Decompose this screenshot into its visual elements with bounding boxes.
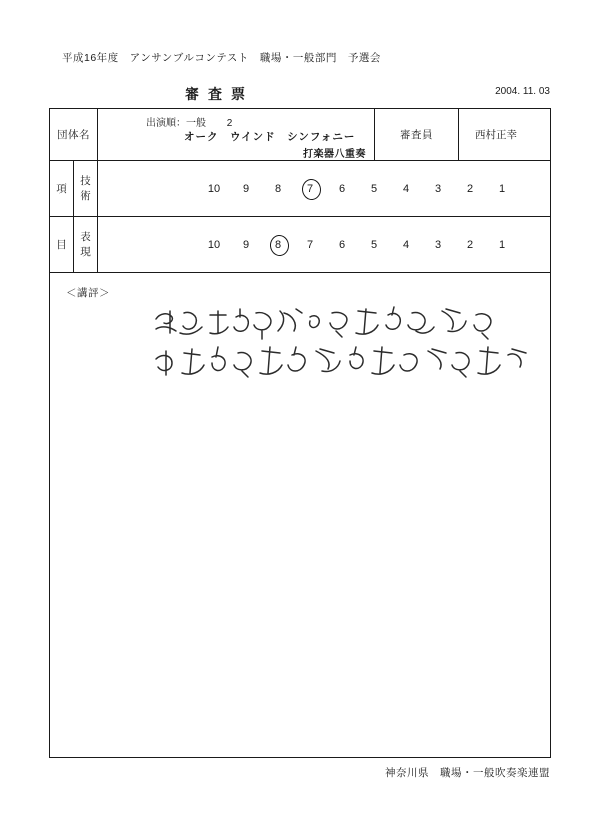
ensemble-type-value: 打楽器八重奏 [303, 149, 366, 160]
score-option-technique[interactable]: 3 [434, 182, 442, 195]
handwritten-comment [150, 303, 530, 393]
score-option-expression[interactable]: 9 [242, 238, 250, 251]
group-name-value: オーク ウインド シンフォニー [184, 131, 356, 143]
score-row-expression [50, 217, 550, 273]
category-label-technique [74, 161, 98, 216]
score-option-expression[interactable]: 3 [434, 238, 442, 251]
performance-order-label: 出演順：一般 [146, 118, 206, 129]
document-date: 2004. 11. 03 [495, 86, 550, 97]
item-label-top: 項 [50, 161, 74, 216]
category-label-expression [74, 217, 98, 272]
score-option-technique[interactable]: 2 [466, 182, 474, 195]
page-header-title: 平成16年度 アンサンブルコンテスト 職場・一般部門 予選会 [62, 52, 381, 64]
score-option-technique[interactable]: 8 [274, 182, 282, 195]
score-option-technique[interactable]: 6 [338, 182, 346, 195]
performance-order-number: 2 [226, 118, 233, 129]
comment-label: ＜講評＞ [66, 287, 110, 299]
judge-label: 審査員 [375, 109, 459, 160]
score-option-expression[interactable]: 10 [207, 238, 221, 251]
score-table [49, 108, 551, 758]
score-option-expression[interactable]: 4 [402, 238, 410, 251]
group-info-row [50, 109, 550, 161]
score-row-technique [50, 161, 550, 217]
category-label-technique-char1: 技 [80, 175, 91, 188]
score-option-expression[interactable]: 2 [466, 238, 474, 251]
score-option-technique[interactable]: 9 [242, 182, 250, 195]
score-option-expression-selected[interactable]: 8 [262, 234, 294, 256]
score-option-technique[interactable]: 10 [207, 182, 221, 195]
score-scale-expression [98, 217, 550, 272]
score-scale-technique [98, 161, 550, 216]
group-name-cell [98, 109, 375, 160]
comment-area [50, 273, 550, 757]
judge-name-value: 西村正幸 [475, 129, 517, 141]
performance-order [146, 114, 232, 129]
score-option-technique-selected[interactable]: 7 [294, 178, 326, 200]
category-label-expression-char2: 現 [80, 245, 91, 258]
score-option-expression[interactable]: 5 [370, 238, 378, 251]
score-option-expression[interactable]: 7 [306, 238, 314, 251]
item-label-bottom: 目 [50, 217, 74, 272]
score-option-technique[interactable]: 4 [402, 182, 410, 195]
category-label-expression-char1: 表 [80, 231, 91, 244]
group-name-label: 団体名 [50, 109, 98, 160]
score-option-expression[interactable]: 6 [338, 238, 346, 251]
score-option-expression[interactable]: 1 [498, 238, 506, 251]
page-title: 審査票 [185, 86, 254, 102]
footer-organization: 神奈川県 職場・一般吹奏楽連盟 [385, 767, 550, 779]
score-option-technique[interactable]: 1 [498, 182, 506, 195]
category-label-technique-char2: 術 [80, 189, 91, 202]
score-option-technique[interactable]: 5 [370, 182, 378, 195]
